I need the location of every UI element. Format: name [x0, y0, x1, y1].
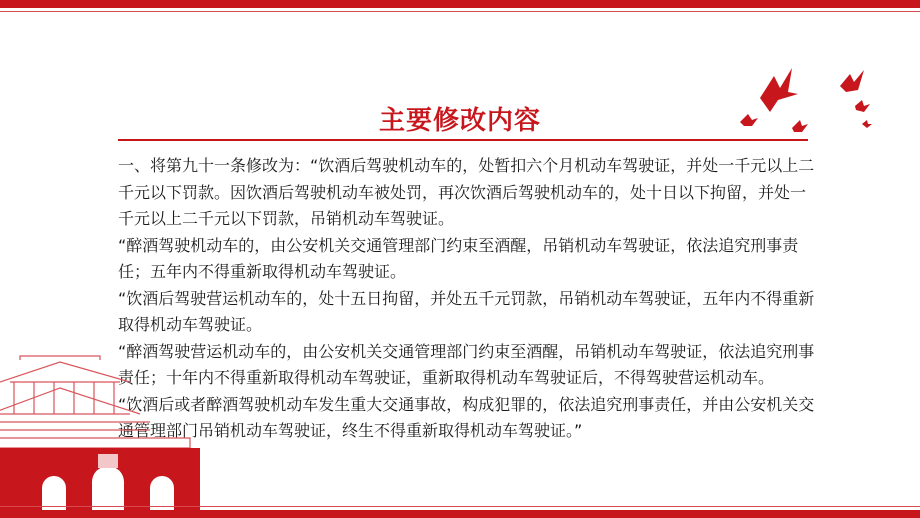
- title-divider: [118, 139, 808, 141]
- paragraph-4: “醉酒驾驶营运机动车的，由公安机关交通管理部门约束至酒醒，吊销机动车驾驶证，依法追究刑事责任；十年内不得重新取得机动车驾驶证，重新取得机动车驾驶证后，不得驾驶营运机动车。: [118, 341, 815, 387]
- paragraph-1: 一、将第九十一条修改为：“饮酒后驾驶机动车的，处暂扣六个月机动车驾驶证，并处一千元以上二千元以下罚款。因饮酒后驾驶机动车被处罚，再次饮酒后驾驶机动车的，处十日以下拘留，并处一千元以上二千元以下罚款，吊销机动车驾驶证。: [118, 156, 815, 228]
- slide-title: 主要修改内容: [378, 106, 541, 136]
- paragraph-5: “饮酒后或者醉酒驾驶机动车发生重大交通事故，构成犯罪的，依法追究刑事责任，并由公安机关交通管理部门吊销机动车驾驶证，终生不得重新取得机动车驾驶证。”: [118, 394, 815, 440]
- top-frame-border: [0, 0, 920, 8]
- paragraph-2: “醉酒驾驶机动车的，由公安机关交通管理部门约束至酒醒，吊销机动车驾驶证，依法追究刑事责任；五年内不得重新取得机动车驾驶证。: [118, 235, 799, 281]
- bottom-frame-border: [0, 510, 920, 518]
- paragraph-3: “饮酒后驾驶营运机动车的，处十五日拘留，并处五千元罚款，吊销机动车驾驶证，五年内不得重新取得机动车驾驶证。: [118, 288, 815, 334]
- tiananmen-gate-icon: [0, 322, 250, 510]
